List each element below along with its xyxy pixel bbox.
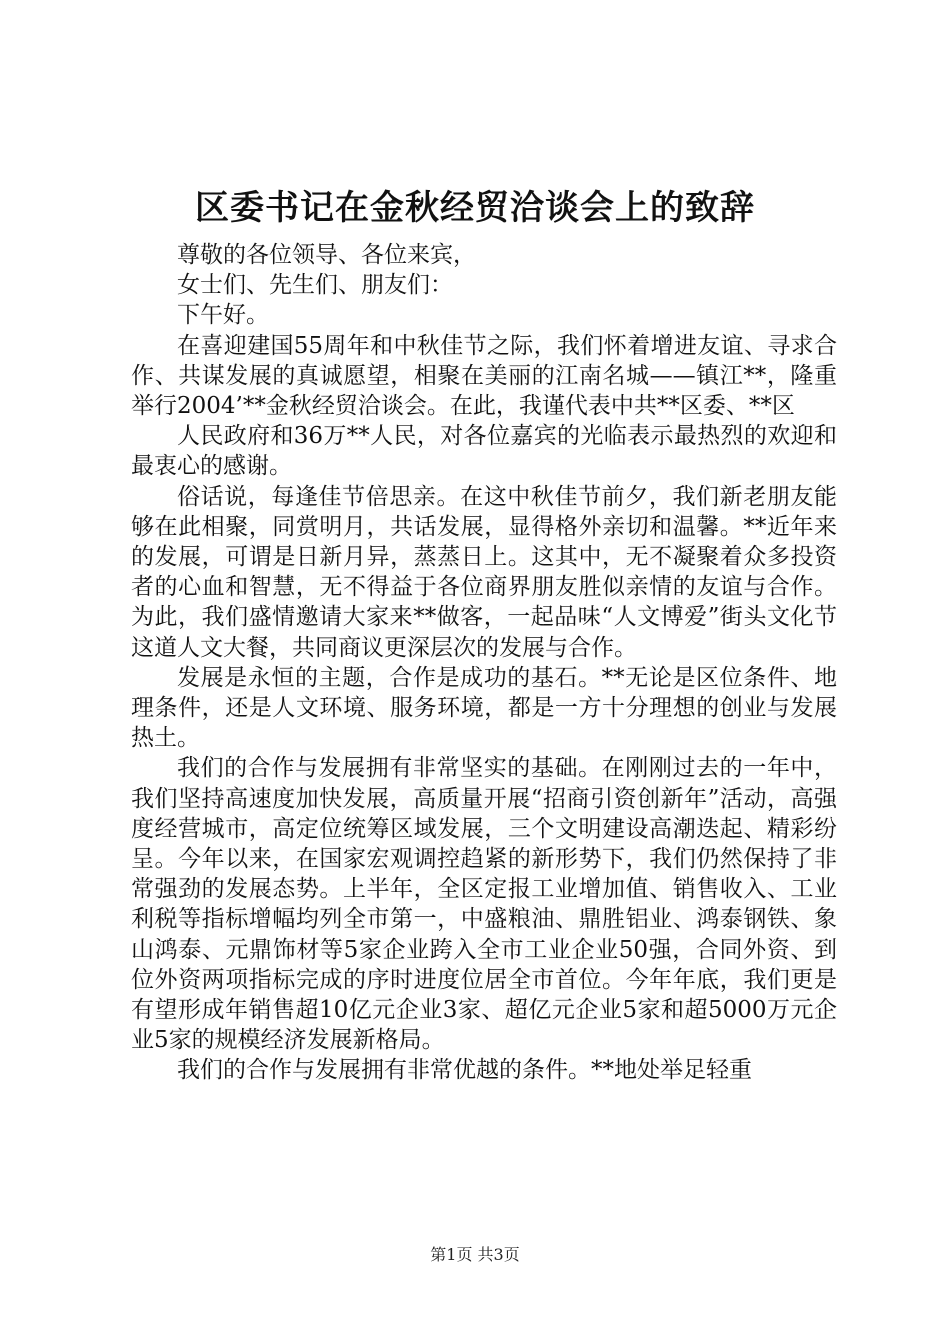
page-footer: 第1页 共3页 [430,1245,520,1264]
paragraph-salutation-2: 女士们、先生们、朋友们： [177,272,453,299]
paragraph-opening: 在喜迎建国55周年和中秋佳节之际，我们怀着增进友谊、寻求合作、共谋发展的真诚愿望，相聚在美丽的江南名城——镇江**，隆重举行2004’**金秋经贸洽谈会。在此，我谨代表中共**区委、**区 [131,332,838,420]
paragraph-greeting: 下午好。 [177,302,269,329]
paragraph-theme: 发展是永恒的主题，合作是成功的基石。**无论是区位条件、地理条件，还是人文环境、服务环境，都是一方十分理想的创业与发展热土。 [131,664,837,752]
paragraph-conditions: 我们的合作与发展拥有非常优越的条件。**地处举足轻重 [177,1057,752,1084]
document-title: 区委书记在金秋经贸洽谈会上的致辞 [195,188,755,228]
paragraph-welcome: 人民政府和36万**人民，对各位嘉宾的光临表示最热烈的欢迎和最衷心的感谢。 [131,423,837,480]
document-body [131,240,837,1086]
paragraph-salutation-1: 尊敬的各位领导、各位来宾， [177,242,476,268]
paragraph-foundation: 我们的合作与发展拥有非常坚实的基础。在刚刚过去的一年中，我们坚持高速度加快发展，高质量开展“招商引资创新年”活动，高强度经营城市，高定位统筹区域发展，三个文明建设高潮迭起、精彩纷呈。今年以来，在国家宏观调控趋紧的新形势下，我们仍然保持了非常强劲的发展态势。上半年，全区定报工业增加值、销售收入、工业利税等指标增幅均列全市第一，中盛粮油、鼎胜铝业、鸿泰钢铁、象山鸿泰、元鼎饰材等5家企业跨入全市工业企业50强，合同外资、到位外资两项指标完成的序时进度位居全市首位。今年年底，我们更是有望形成年销售超10亿元企业3家、超亿元企业5家和超5000万元企业5家的规模经济发展新格局。 [131,755,837,1054]
paragraph-festival: 俗话说，每逢佳节倍思亲。在这中秋佳节前夕，我们新老朋友能够在此相聚，同赏明月，共话发展，显得格外亲切和温馨。**近年来的发展，可谓是日新月异，蒸蒸日上。这其中，无不凝聚着众多投资者的心血和智慧，无不得益于各位商界朋友胜似亲情的友谊与合作。为此，我们盛情邀请大家来**做客，一起品味“人文博爱”街头文化节这道人文大餐，共同商议更深层次的发展与合作。 [131,483,837,661]
